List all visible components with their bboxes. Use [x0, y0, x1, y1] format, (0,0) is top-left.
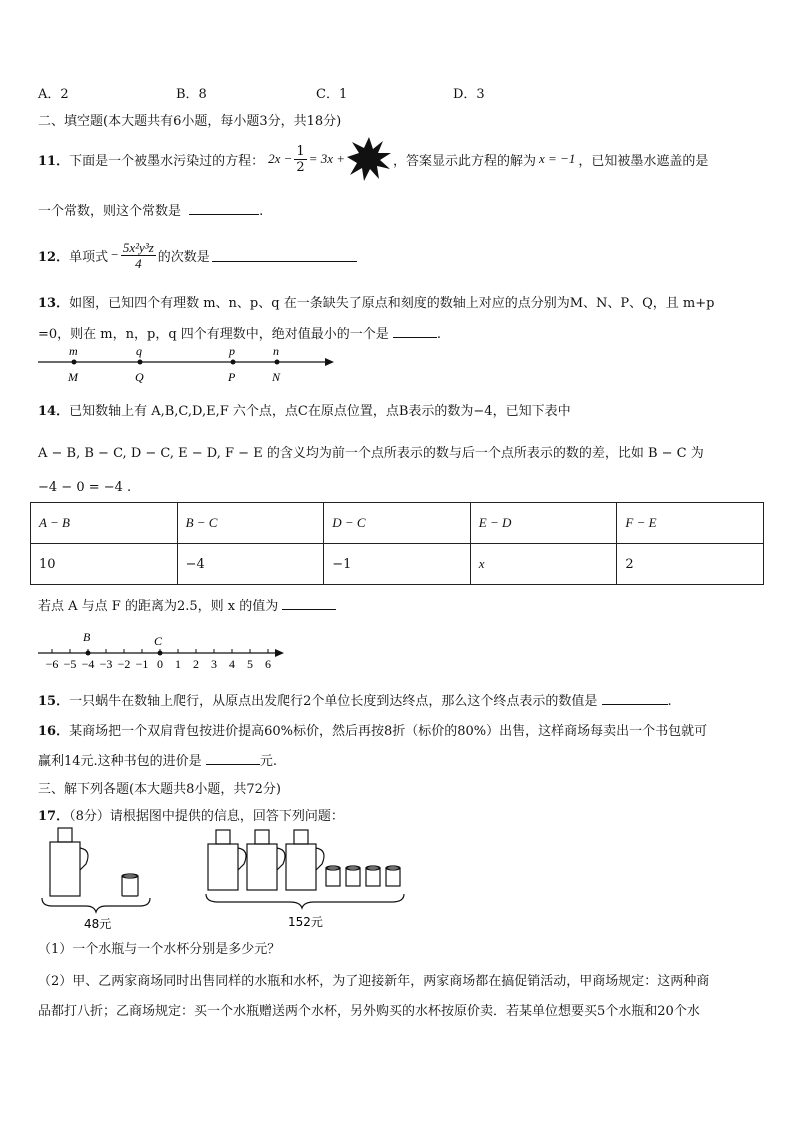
water-bottle-icon: [208, 830, 246, 890]
answer-blank[interactable]: [602, 692, 668, 705]
table-cell: 10: [31, 544, 178, 585]
table-cell: x: [470, 544, 617, 585]
axis-tick-label: 2: [193, 657, 199, 671]
table-header-cell: F − E: [617, 503, 764, 544]
question-text: 一只蜗牛在数轴上爬行，从原点出发爬行2个单位长度到达终点，那么这个终点表示的数值是: [69, 694, 598, 709]
cup-icon: [386, 866, 400, 886]
axis-tick-label: −2: [117, 657, 131, 671]
question-15: [38, 690, 672, 709]
axis-tick-label: 3: [211, 657, 217, 671]
question-text: 一个常数，则这个常数是: [38, 204, 182, 219]
question-16-line2: [38, 750, 277, 769]
option-a: A．2: [38, 87, 69, 102]
period: .: [667, 694, 672, 709]
question-14-after-table: [38, 595, 336, 614]
period: .: [436, 327, 442, 342]
point-q-label: q: [136, 344, 142, 358]
table-row: [31, 544, 764, 585]
point-c-label: C: [154, 634, 163, 648]
table-header-cell: A − B: [31, 503, 178, 544]
point-P-label: P: [228, 370, 236, 384]
axis-tick-label: −1: [135, 657, 149, 671]
question-text: 如图，已知四个有理数 m、n、p、q 在一条缺失了原点和刻度的数轴上对应的点分别为M、N、P、Q，且 m+p: [69, 296, 715, 311]
question-13-line1: [38, 292, 714, 311]
question-text: 单项式: [69, 249, 109, 265]
axis-tick-label: 5: [247, 657, 253, 671]
negative-sign: −: [110, 247, 119, 262]
axis-tick-label: −6: [45, 657, 59, 671]
table-row: [31, 503, 764, 544]
point-N-label: N: [272, 370, 281, 384]
table-cell: −1: [324, 544, 471, 585]
question-text: 若点 A 与点 F 的距离为2.5，则 x 的值为: [38, 599, 279, 614]
axis-tick-label: −3: [99, 657, 113, 671]
axis-tick-label: −5: [63, 657, 77, 671]
bottles-cups-figure: [36, 826, 416, 934]
fraction-denominator: 2: [296, 159, 305, 175]
question-number: 13．: [38, 296, 70, 311]
axis-tick-label: −4: [81, 657, 95, 671]
cup-icon: [366, 866, 380, 886]
price-right: 152元: [288, 915, 323, 929]
option-c: C．1: [316, 87, 348, 102]
question-14-line3: −4 − 0 = −4 .: [38, 480, 132, 495]
question-11-line1: [38, 142, 708, 176]
question-text-tail: 的次数是: [157, 249, 210, 265]
period: .: [259, 204, 264, 219]
question-16-line1: [38, 720, 707, 739]
cup-icon: [346, 866, 360, 886]
cup-icon: [326, 866, 340, 886]
fraction-numerator: 1: [296, 143, 305, 159]
answer-blank[interactable]: [189, 202, 259, 215]
question-text: （8分）请根据图中提供的信息，回答下列问题：: [69, 809, 344, 824]
answer-blank[interactable]: [206, 752, 260, 765]
fraction-denominator: 4: [135, 255, 142, 271]
table-header-cell: D − C: [324, 503, 471, 544]
table-cell: 2: [617, 544, 764, 585]
question-number: 16．: [38, 724, 70, 739]
number-line-integers: [36, 626, 286, 672]
question-17-sub1: （1）一个水瓶与一个水杯分别是多少元？: [38, 942, 281, 957]
ink-blot-icon: [347, 137, 391, 181]
answer-blank[interactable]: [393, 325, 437, 338]
price-left: 48元: [84, 917, 112, 931]
question-12: [38, 236, 357, 274]
section-2-title: 二、填空题(本大题共有6小题，每小题3分，共18分): [38, 114, 342, 129]
point-b-label: B: [83, 630, 91, 644]
equation-left: 2x −: [268, 151, 293, 166]
axis-tick-label: 4: [229, 657, 235, 671]
question-text: 下面是一个被墨水污染过的方程：: [69, 153, 265, 169]
option-d: D．3: [453, 87, 485, 102]
table-header-cell: B − C: [177, 503, 324, 544]
table-header-cell: E − D: [470, 503, 617, 544]
question-17-sub2-line2: 品都打八折；乙商场规定：买一个水瓶赠送两个水杯，另外购买的水杯按原价卖．若某单位想要买5个水瓶和20个水: [38, 1004, 700, 1019]
unit-text: 元.: [259, 754, 277, 769]
right-brace: [206, 894, 404, 908]
water-bottle-icon: [286, 830, 324, 890]
equation-right: = 3x +: [308, 151, 346, 166]
point-Q-label: Q: [135, 370, 144, 384]
point-p-label: p: [229, 344, 235, 358]
question-text-mid: ，答案显示此方程的解为: [393, 153, 537, 169]
question-17: [38, 805, 344, 824]
point-M-label: M: [68, 370, 78, 384]
question-number: 14．: [38, 404, 70, 419]
axis-tick-label: 0: [157, 657, 163, 671]
answer-blank[interactable]: [212, 249, 357, 262]
question-text: 已知数轴上有 A,B,C,D,E,F 六个点，点C在原点位置，点B表示的数为−4，已知下表中: [69, 404, 571, 419]
question-11-line2: [38, 200, 263, 219]
difference-table: [30, 502, 764, 585]
question-text: 某商场把一个双肩背包按进价提高60%标价，然后再按8折（标价的80%）出售，这样商场每卖出一个书包就可: [69, 724, 708, 739]
table-cell: −4: [177, 544, 324, 585]
question-text: =0，则在 m，n，p，q 四个有理数中，绝对值最小的一个是: [38, 327, 389, 342]
question-text-tail: ，已知被墨水遮盖的是: [578, 153, 709, 169]
question-14-line1: [38, 400, 571, 419]
fraction-numerator: 5x²y³z: [122, 239, 154, 255]
question-text: 赢利14元.这种书包的进价是: [38, 754, 202, 769]
option-b: B．8: [176, 87, 207, 102]
left-brace: [42, 898, 150, 912]
monomial-fraction: [121, 240, 156, 271]
point-n-label: n: [273, 344, 279, 358]
fraction: [294, 144, 306, 175]
number-line-mnpq: [36, 342, 336, 386]
question-14-line2: A − B, B − C, D − C, E − D, F − E 的含义均为前一个点所表示的数与后一个点所表示的数的差，比如 B − C 为: [38, 446, 704, 461]
section-3-title: 三、解下列各题(本大题共8小题，共72分): [38, 782, 281, 797]
question-13-line2: [38, 323, 441, 342]
axis-tick-label: 1: [175, 657, 181, 671]
question-number: 12．: [38, 249, 70, 265]
question-number: 15．: [38, 694, 70, 709]
cup-icon: [122, 874, 138, 896]
question-number: 11．: [38, 153, 70, 169]
answer-blank[interactable]: [282, 597, 336, 610]
question-17-sub2-line1: （2）甲、乙两家商场同时出售同样的水瓶和水杯，为了迎接新年，两家商场都在搞促销活动，甲商场规定：这两种商: [38, 974, 710, 989]
point-m-label: m: [69, 344, 78, 358]
solution-value: x = −1: [539, 151, 576, 166]
axis-tick-label: 6: [265, 657, 271, 671]
question-number: 17．: [38, 809, 70, 824]
water-bottle-icon: [247, 830, 285, 890]
water-bottle-icon: [50, 828, 88, 896]
